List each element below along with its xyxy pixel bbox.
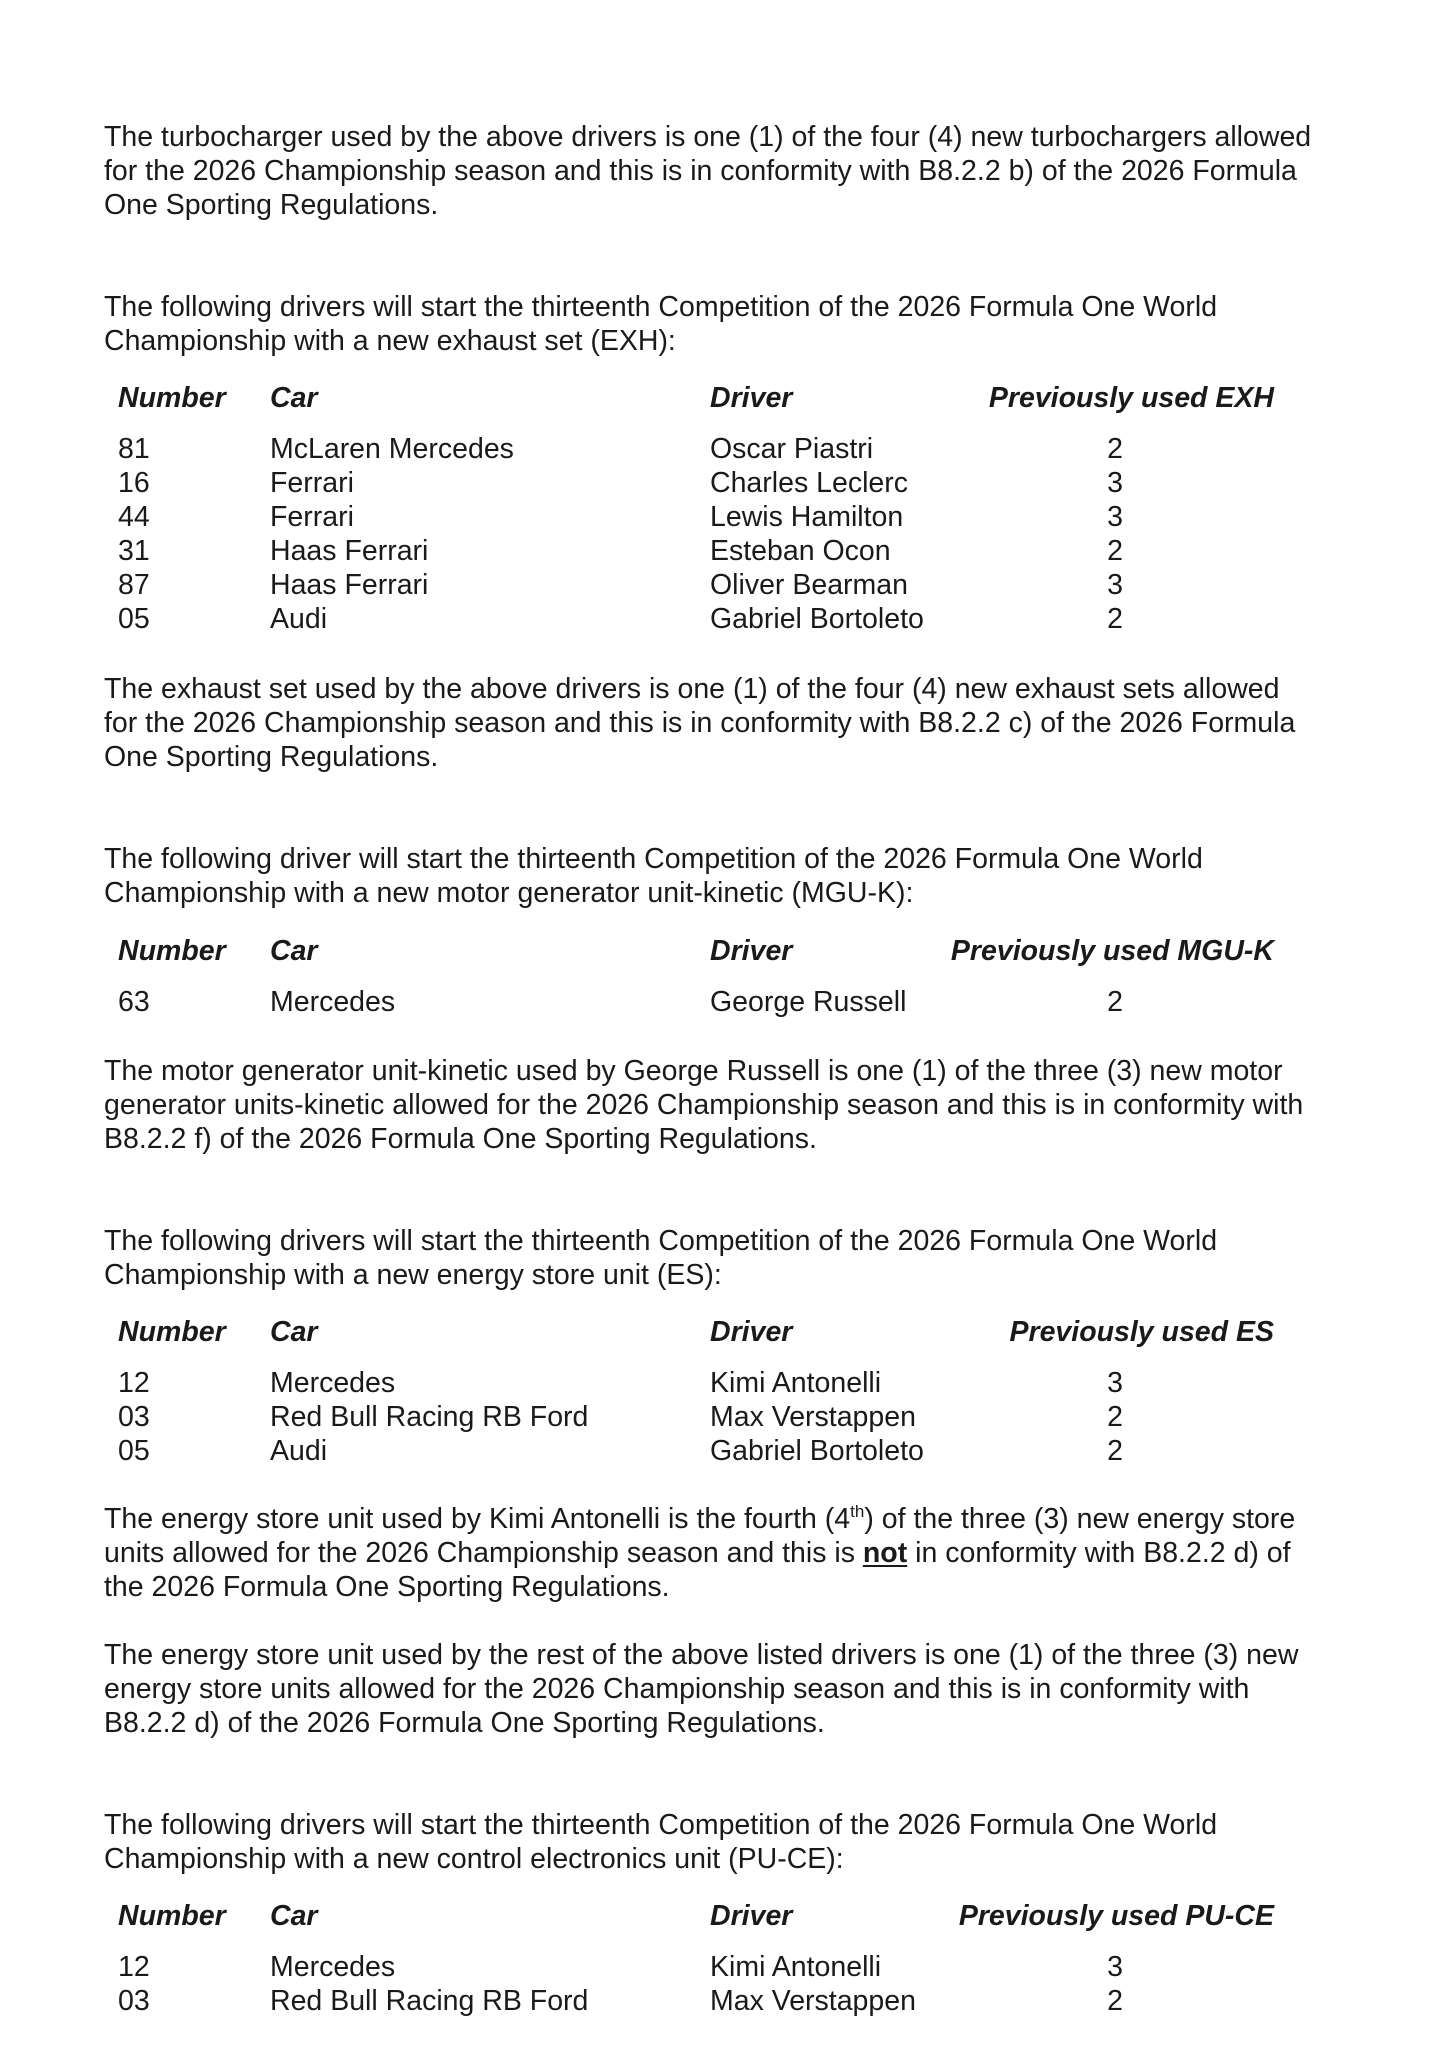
- column-header-number: Number: [118, 382, 226, 414]
- car-name: Red Bull Racing RB Ford: [270, 1401, 589, 1433]
- exh-conformity-paragraph: [104, 672, 1374, 774]
- es-antonelli-nonconformity-paragraph: [104, 1502, 1374, 1604]
- mguk-conformity-paragraph: [104, 1054, 1374, 1156]
- previously-used-count: 2: [1107, 1401, 1123, 1433]
- table-row: [0, 1367, 1448, 1401]
- table-row: [0, 501, 1448, 535]
- car-name: Mercedes: [270, 986, 396, 1018]
- column-header-previously-used: Previously used EXH: [988, 382, 1274, 414]
- driver-name: Max Verstappen: [710, 1985, 916, 2017]
- previously-used-count: 3: [1107, 1367, 1123, 1399]
- text-fragment: in conformity with B8.2.2 d) of: [907, 1537, 1291, 1569]
- driver-name: Max Verstappen: [710, 1401, 916, 1433]
- text-line: Championship with a new motor generator unit-kinetic (MGU-K):: [104, 877, 914, 909]
- table-header: [0, 1900, 1448, 1934]
- table-row: [0, 569, 1448, 603]
- car-name: Mercedes: [270, 1367, 396, 1399]
- previously-used-count: 2: [1107, 603, 1123, 635]
- text-line: The following drivers will start the thirteenth Competition of the 2026 Formula One World: [104, 291, 1218, 323]
- driver-number: 05: [118, 1435, 150, 1467]
- driver-name: Charles Leclerc: [710, 467, 908, 499]
- text-line: [104, 1536, 1374, 1570]
- previously-used-count: 3: [1107, 467, 1123, 499]
- text-line: Championship with a new control electronics unit (PU-CE):: [104, 1843, 844, 1875]
- table-header: [0, 935, 1448, 969]
- previously-used-count: 3: [1107, 569, 1123, 601]
- car-name: Haas Ferrari: [270, 569, 429, 601]
- mguk-intro-paragraph: [104, 842, 1374, 910]
- driver-name: Esteban Ocon: [710, 535, 891, 567]
- text-line: energy store units allowed for the 2026 Championship season and this is in conformity with: [104, 1673, 1250, 1705]
- column-header-number: Number: [118, 1316, 226, 1348]
- driver-number: 81: [118, 433, 150, 465]
- car-name: McLaren Mercedes: [270, 433, 514, 465]
- driver-name: Gabriel Bortoleto: [710, 1435, 924, 1467]
- column-header-driver: Driver: [710, 382, 793, 414]
- car-name: Ferrari: [270, 501, 354, 533]
- car-name: Haas Ferrari: [270, 535, 429, 567]
- text-line: The exhaust set used by the above drivers is one (1) of the four (4) new exhaust sets allowed: [104, 673, 1280, 705]
- text-line: for the 2026 Championship season and this is in conformity with B8.2.2 c) of the 2026 Formula: [104, 707, 1296, 739]
- driver-number: 31: [118, 535, 150, 567]
- driver-number: 44: [118, 501, 150, 533]
- puce-intro-paragraph: [104, 1808, 1374, 1876]
- previously-used-count: 2: [1107, 535, 1123, 567]
- es-intro-paragraph: [104, 1224, 1374, 1292]
- table-row: [0, 433, 1448, 467]
- table-row: [0, 1401, 1448, 1435]
- column-header-previously-used: Previously used PU-CE: [958, 1900, 1274, 1932]
- driver-name: Gabriel Bortoleto: [710, 603, 924, 635]
- text-fragment: ) of the three (3) new energy store: [864, 1503, 1296, 1535]
- text-line: The energy store unit used by the rest of the above listed drivers is one (1) of the three (3) new: [104, 1639, 1299, 1671]
- car-name: Audi: [270, 1435, 328, 1467]
- turbocharger-conformity-paragraph: [104, 120, 1374, 222]
- driver-number: 05: [118, 603, 150, 635]
- driver-number: 03: [118, 1401, 150, 1433]
- driver-number: 87: [118, 569, 150, 601]
- driver-name: Lewis Hamilton: [710, 501, 904, 533]
- car-name: Red Bull Racing RB Ford: [270, 1985, 589, 2017]
- text-line: B8.2.2 d) of the 2026 Formula One Sporting Regulations.: [104, 1707, 825, 1739]
- es-conformity-paragraph: [104, 1638, 1374, 1740]
- text-line: One Sporting Regulations.: [104, 189, 439, 221]
- text-line: One Sporting Regulations.: [104, 741, 439, 773]
- text-line: [104, 1502, 1374, 1536]
- table-row: [0, 1435, 1448, 1469]
- column-header-number: Number: [118, 935, 226, 967]
- previously-used-count: 2: [1107, 986, 1123, 1018]
- table-row: [0, 1985, 1448, 2019]
- previously-used-count: 2: [1107, 1435, 1123, 1467]
- previously-used-count: 3: [1107, 1951, 1123, 1983]
- text-line: The following drivers will start the thirteenth Competition of the 2026 Formula One World: [104, 1225, 1218, 1257]
- text-line: the 2026 Formula One Sporting Regulations.: [104, 1571, 670, 1603]
- column-header-driver: Driver: [710, 1900, 793, 1932]
- driver-name: George Russell: [710, 986, 907, 1018]
- table-row: [0, 603, 1448, 637]
- text-line: Championship with a new energy store unit (ES):: [104, 1259, 722, 1291]
- driver-number: 03: [118, 1985, 150, 2017]
- text-fragment: The energy store unit used by Kimi Antonelli is the fourth (4: [104, 1503, 851, 1535]
- column-header-driver: Driver: [710, 1316, 793, 1348]
- column-header-driver: Driver: [710, 935, 793, 967]
- driver-name: Oscar Piastri: [710, 433, 874, 465]
- ordinal-superscript: th: [850, 1502, 865, 1521]
- car-name: Mercedes: [270, 1951, 396, 1983]
- car-name: Audi: [270, 603, 328, 635]
- column-header-previously-used: Previously used MGU-K: [950, 935, 1274, 967]
- text-line: The following driver will start the thirteenth Competition of the 2026 Formula One World: [104, 843, 1203, 875]
- text-line: The following drivers will start the thirteenth Competition of the 2026 Formula One World: [104, 1809, 1218, 1841]
- column-header-car: Car: [270, 1316, 318, 1348]
- previously-used-count: 3: [1107, 501, 1123, 533]
- emphasis-not: not: [862, 1537, 908, 1569]
- table-row: [0, 467, 1448, 501]
- driver-number: 16: [118, 467, 150, 499]
- driver-number: 12: [118, 1951, 150, 1983]
- driver-number: 63: [118, 986, 150, 1018]
- text-line: B8.2.2 f) of the 2026 Formula One Sporting Regulations.: [104, 1123, 817, 1155]
- table-row: [0, 1951, 1448, 1985]
- column-header-car: Car: [270, 935, 318, 967]
- table-header: [0, 382, 1448, 416]
- driver-name: Oliver Bearman: [710, 569, 908, 601]
- text-line: Championship with a new exhaust set (EXH):: [104, 325, 676, 357]
- column-header-previously-used: Previously used ES: [1009, 1316, 1274, 1348]
- text-line: The turbocharger used by the above drivers is one (1) of the four (4) new turbochargers allowed: [104, 121, 1312, 153]
- text-line: generator units-kinetic allowed for the 2026 Championship season and this is in conformity with: [104, 1089, 1304, 1121]
- table-row: [0, 986, 1448, 1020]
- driver-name: Kimi Antonelli: [710, 1951, 882, 1983]
- previously-used-count: 2: [1107, 433, 1123, 465]
- table-row: [0, 535, 1448, 569]
- exh-intro-paragraph: [104, 290, 1374, 358]
- column-header-car: Car: [270, 1900, 318, 1932]
- car-name: Ferrari: [270, 467, 354, 499]
- text-line: The motor generator unit-kinetic used by George Russell is one (1) of the three (3) new motor: [104, 1055, 1283, 1087]
- previously-used-count: 2: [1107, 1985, 1123, 2017]
- column-header-number: Number: [118, 1900, 226, 1932]
- driver-number: 12: [118, 1367, 150, 1399]
- table-header: [0, 1316, 1448, 1350]
- column-header-car: Car: [270, 382, 318, 414]
- text-line: for the 2026 Championship season and this is in conformity with B8.2.2 b) of the 2026 Formula: [104, 155, 1297, 187]
- driver-name: Kimi Antonelli: [710, 1367, 882, 1399]
- text-fragment: units allowed for the 2026 Championship season and this is: [104, 1537, 863, 1569]
